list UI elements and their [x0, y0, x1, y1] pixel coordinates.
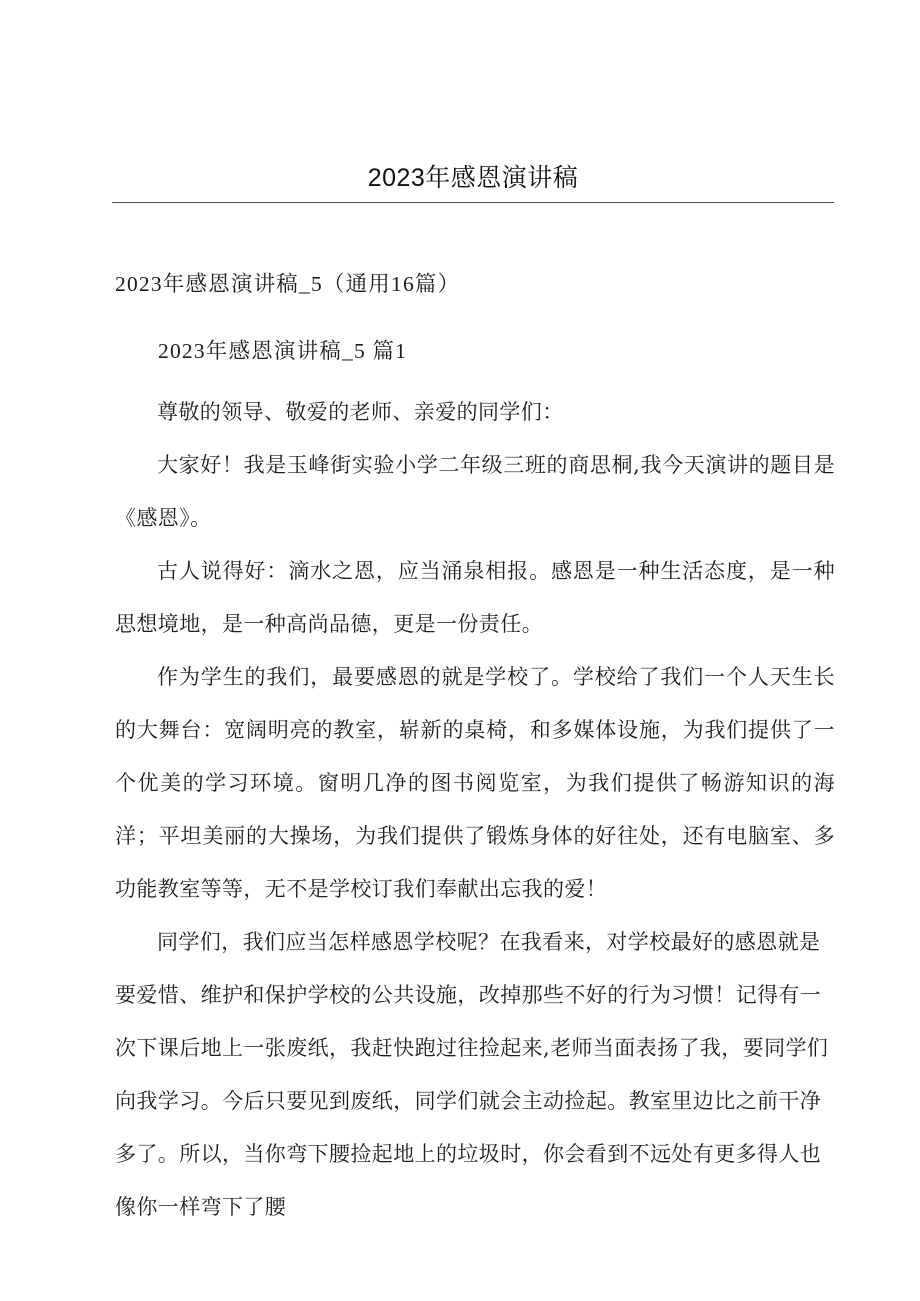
document-body [115, 258, 835, 1234]
page-title: 2023年感恩演讲稿 [367, 164, 579, 192]
title-divider [112, 202, 834, 203]
paragraph-how-to-be-grateful: 同学们，我们应当怎样感恩学校呢？在我看来，对学校最好的感恩就是要爱惜、维护和保护学校的公共设施，改掉那些不好的行为习惯！记得有一次下课后地上一张废纸，我赶快跑过往捡起来,老师当面表扬了我，要同学们向我学习。今后只要见到废纸，同学们就会主动捡起。教室里边比之前干净多了。所以，当你弯下腰捡起地上的垃圾时，你会看到不远处有更多得人也像你一样弯下了腰 [115, 930, 829, 1219]
paragraph-introduction: 大家好！我是玉峰街实验小学二年级三班的商思桐,我今天演讲的题目是《感恩》。 [115, 453, 835, 530]
document-subtitle-main: 2023年感恩演讲稿_5（通用16篇） [115, 272, 461, 296]
paragraph-salutation: 尊敬的领导、敬爱的老师、亲爱的同学们： [157, 400, 564, 424]
document-subtitle-sub: 2023年感恩演讲稿_5 篇1 [158, 339, 408, 363]
paragraph-school-facilities: 作为学生的我们，最要感恩的就是学校了。学校给了我们一个人天生长的大舞台：宽阔明亮的教室，崭新的桌椅，和多媒体设施，为我们提供了一个优美的学习环境。窗明几净的图书阅览室，为我们提供了畅游知识的海洋；平坦美丽的大操场，为我们提供了锻炼身体的好往处，还有电脑室、多功能教室等等，无不是学校订我们奉献出忘我的爱！ [115, 665, 835, 901]
document-header [112, 160, 834, 203]
paragraph-gratitude-definition: 古人说得好：滴水之恩，应当涌泉相报。感恩是一种生活态度，是一种思想境地，是一种高尚品德，更是一份责任。 [115, 559, 835, 636]
